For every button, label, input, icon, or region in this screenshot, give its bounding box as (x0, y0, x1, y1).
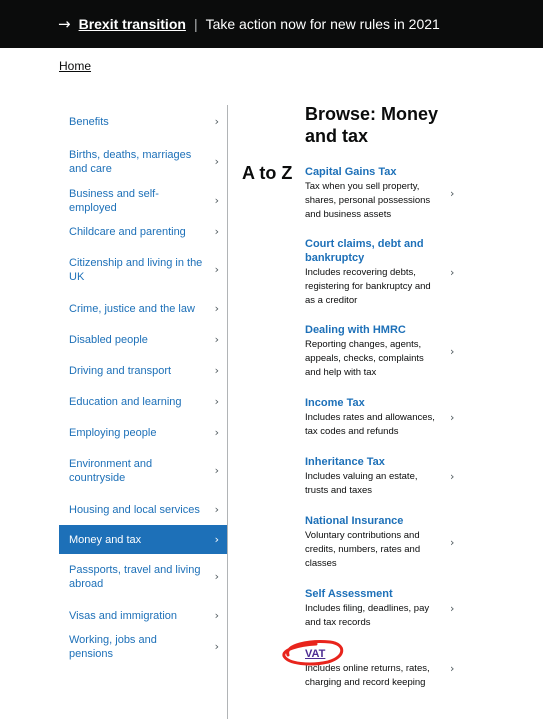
topic-link[interactable]: Capital Gains Tax (305, 166, 397, 178)
sidebar-item-label: Driving and transport (69, 364, 172, 377)
chevron-right-icon: › (214, 193, 219, 207)
topic-item (305, 587, 465, 630)
chevron-right-icon: › (450, 266, 455, 279)
sidebar-item-5[interactable] (59, 293, 227, 324)
breadcrumb (59, 59, 91, 73)
sidebar-item-14[interactable] (59, 600, 227, 631)
topic-item (305, 455, 465, 498)
chevron-right-icon: › (214, 464, 219, 477)
brexit-transition-link[interactable]: Brexit transition (78, 16, 186, 32)
page-title: Browse: Money and tax (305, 104, 439, 146)
chevron-right-icon: › (214, 301, 219, 315)
sidebar-item-label: Benefits (69, 116, 109, 128)
chevron-right-icon: › (450, 662, 455, 675)
sidebar-item-label: Visas and immigration (69, 609, 178, 622)
chevron-right-icon: › (450, 411, 455, 424)
chevron-right-icon: › (214, 115, 219, 128)
sidebar-item-label: Births, deaths, marriages and care (69, 149, 192, 175)
chevron-right-icon: › (214, 502, 219, 516)
banner-message: Take action now for new rules in 2021 (205, 16, 440, 32)
topic-item (305, 165, 465, 222)
chevron-right-icon: › (214, 608, 219, 622)
sidebar-item-label: Passports, travel and living abroad (69, 564, 201, 590)
sidebar-item-12[interactable] (59, 525, 227, 554)
sidebar-item-label: Crime, justice and the law (69, 302, 195, 315)
chevron-right-icon: › (214, 532, 219, 546)
sidebar-item-label: Employing people (69, 426, 157, 439)
chevron-right-icon: › (450, 345, 455, 358)
topic-link[interactable]: Court claims, debt and bankruptcy (305, 238, 424, 264)
sidebar-item-2[interactable] (59, 185, 227, 216)
sidebar-item-label: Education and learning (69, 395, 182, 408)
sidebar-item-label: Citizenship and living in the UK (69, 257, 203, 283)
sidebar-item-label: Childcare and parenting (69, 225, 186, 238)
topic-description: Includes online returns, rates, charging and record keeping (305, 663, 430, 688)
chevron-right-icon: › (214, 155, 219, 168)
topic-item (305, 514, 465, 571)
sidebar-item-label: Environment and countryside (69, 458, 153, 484)
chevron-right-icon: › (450, 536, 455, 549)
topic-item (305, 237, 465, 308)
nav-divider (227, 105, 228, 719)
sidebar-item-0[interactable] (59, 105, 227, 139)
sidebar-item-label: Working, jobs and pensions (69, 633, 157, 660)
topic-link[interactable]: Inheritance Tax (305, 456, 385, 468)
sidebar-item-8[interactable] (59, 386, 227, 417)
chevron-right-icon: › (450, 187, 455, 200)
sidebar-item-1[interactable] (59, 139, 227, 185)
a-to-z-heading: A to Z (242, 163, 293, 183)
chevron-right-icon: › (450, 602, 455, 615)
sidebar-item-9[interactable] (59, 417, 227, 448)
chevron-right-icon: › (450, 470, 455, 483)
topic-item (305, 323, 465, 380)
topic-description: Includes filing, deadlines, pay and tax records (305, 603, 430, 628)
chevron-right-icon: › (214, 570, 219, 583)
banner-separator: | (193, 16, 198, 32)
chevron-right-icon: › (214, 332, 219, 346)
chevron-right-icon: › (214, 224, 219, 238)
sidebar-item-4[interactable] (59, 247, 227, 293)
chevron-right-icon: › (214, 394, 219, 408)
sidebar-item-label: Money and tax (69, 533, 142, 546)
chevron-right-icon: › (214, 263, 219, 276)
brexit-banner (0, 0, 543, 48)
chevron-right-icon: › (214, 425, 219, 439)
topic-item (305, 396, 465, 439)
arrow-right-icon: → (58, 15, 71, 33)
sidebar-item-10[interactable] (59, 448, 227, 494)
annotation-circle (280, 637, 348, 667)
topic-link[interactable]: Income Tax (305, 397, 365, 409)
sidebar-item-label: Housing and local services (69, 503, 200, 516)
sidebar-item-3[interactable] (59, 216, 227, 247)
chevron-right-icon: › (214, 639, 219, 653)
topic-description: Includes recovering debts, registering for bankruptcy and as a creditor (305, 267, 431, 306)
breadcrumb-home-link[interactable]: Home (59, 59, 92, 73)
topic-link[interactable]: Self Assessment (305, 588, 393, 600)
sidebar-item-label: Disabled people (69, 333, 148, 346)
sidebar-item-7[interactable] (59, 355, 227, 386)
topic-link[interactable]: Dealing with HMRC (305, 324, 406, 336)
topic-link[interactable]: National Insurance (305, 515, 404, 527)
topic-description: Reporting changes, agents, appeals, checks, complaints and help with tax (305, 339, 424, 378)
sidebar-item-label: Business and self-employed (69, 187, 159, 214)
chevron-right-icon: › (214, 363, 219, 377)
topic-link[interactable]: VAT (305, 648, 326, 660)
sidebar-item-15[interactable] (59, 631, 227, 662)
topic-description: Tax when you sell property, shares, personal possessions and business assets (305, 181, 431, 220)
topic-description: Includes rates and allowances, tax codes and refunds (305, 412, 435, 437)
sidebar-item-13[interactable] (59, 554, 227, 600)
sidebar-item-11[interactable] (59, 494, 227, 525)
topic-description: Voluntary contributions and credits, numbers, rates and classes (305, 530, 421, 569)
topic-description: Includes valuing an estate, trusts and taxes (305, 471, 418, 496)
sidebar-item-6[interactable] (59, 324, 227, 355)
